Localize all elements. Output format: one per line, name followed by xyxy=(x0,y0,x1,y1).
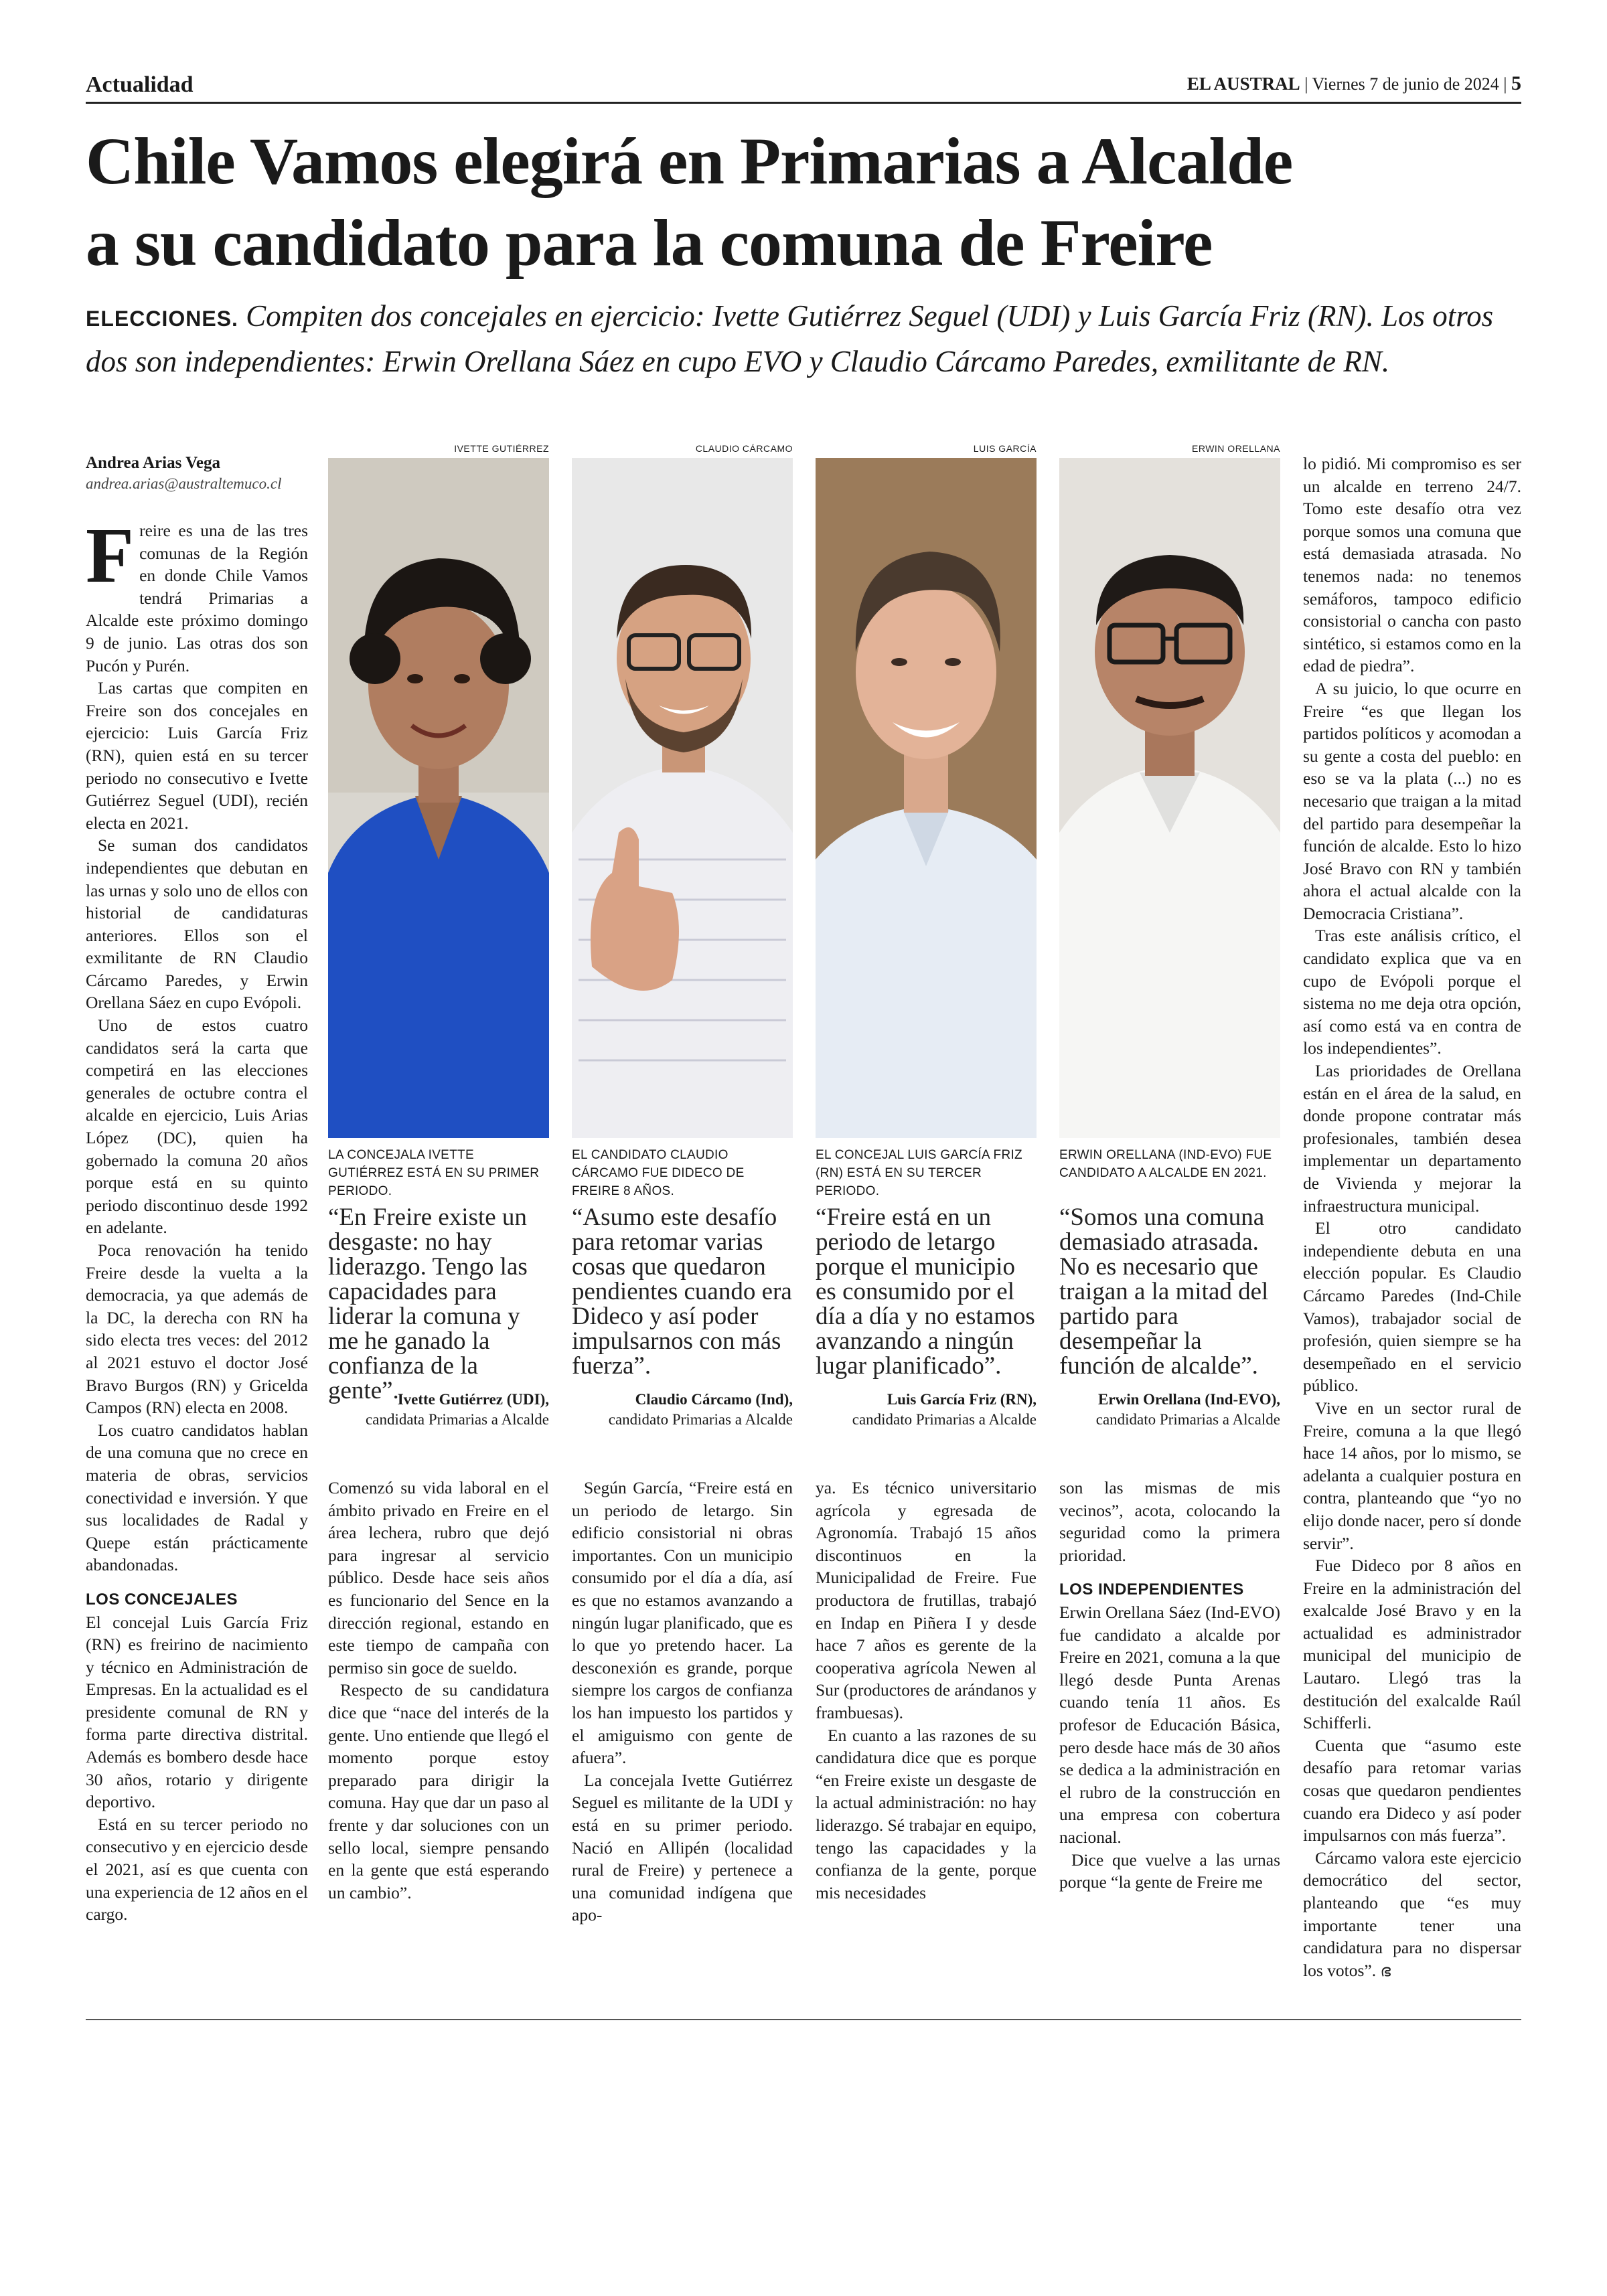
headline-line-1: Chile Vamos elegirá en Primarias a Alcalde xyxy=(86,124,1293,198)
newspaper-brand: EL AUSTRAL xyxy=(1187,74,1300,94)
paragraph-text: Cárcamo valora este ejercicio democrático del sector, planteando que “es muy importante tener una candidatura para no dispersar los votos”. xyxy=(1303,1848,1521,1980)
paragraph: Las prioridades de Orellana están en el área de la salud, en donde propone contratar más profesionales, también desea implementar un departamento de Vivienda y mejorar la infraestructura municipal. xyxy=(1303,1061,1521,1216)
photo-caption: ERWIN ORELLANA (IND-EVO) FUE CANDIDATO A ALCALDE EN 2021. xyxy=(1059,1148,1272,1180)
paragraph: lo pidió. Mi compromiso es ser un alcalde en terreno 24/7. Tomo este desafío otra vez porque somos una comuna que está demasiada atrasada. No tenemos nada: no tenemos semáforos, tampoco edificio consistorial o cancha con pasto sintético, si estamos como en la edad de piedra”. xyxy=(1303,454,1521,676)
kicker: ELECCIONES. xyxy=(86,307,238,331)
paragraph: ya. Es técnico universitario agrícola y egresada de Agronomía. Trabajó 15 años discontinuos en la Municipalidad de Freire. Fue productora de frutillas, trabajó en Indap en Piñera I y desde hace 7 años es gerente de la cooperativa agrícola Newen al Sur (productores de arándanos y frambuesas). xyxy=(816,1478,1037,1722)
paragraph: Fue Dideco por 8 años en Freire en la administración del exalcalde José Bravo y en la actualidad es administrador municipal del municipio de Lautaro. Llegó tras la destitución del exalcalde Raúl Schifferli. xyxy=(1303,1556,1521,1733)
section-label: Actualidad xyxy=(86,72,194,97)
photo-credit: LUIS GARCÍA xyxy=(973,443,1037,454)
paragraph: Tras este análisis crítico, el candidato explica que va en cupo de Evópoli porque el sistema no me deja otra opción, así como está va en contra de los independientes”. xyxy=(1303,926,1521,1058)
paragraph: El concejal Luis García Friz (RN) es freirino de nacimiento y técnico en Administración de Empresas. En la actualidad es el presidente comunal de RN y forma parte directiva distrital. Además es bombero desde hace 30 años, rotario y dirigente deportivo. xyxy=(86,1612,308,1812)
photo-credit: ERWIN ORELLANA xyxy=(1192,443,1280,454)
column-3 xyxy=(572,1477,793,1926)
photo-credit: CLAUDIO CÁRCAMO xyxy=(695,443,793,454)
column-6 xyxy=(1303,453,1521,1982)
column-5 xyxy=(1059,1477,1280,1894)
subhead-independientes: LOS INDEPENDIENTES xyxy=(1059,1580,1244,1599)
portrait-man-white-shirt xyxy=(1059,458,1280,1138)
paragraph-text: reire es una de las tres comunas de la Región en donde Chile Vamos tendrá Primarias a Alcalde este próximo domingo 9 de junio. Las otras dos son Pucón y Purén. xyxy=(86,521,308,675)
attribution-role: candidato Primarias a Alcalde xyxy=(608,1411,793,1428)
separator: | xyxy=(1304,74,1312,94)
drop-cap: F xyxy=(86,511,135,599)
byline-name: Andrea Arias Vega xyxy=(86,454,220,472)
attribution-role: candidato Primarias a Alcalde xyxy=(1095,1411,1280,1428)
pull-quote: “Asumo este desafío para retomar varias cosas que quedaron pendientes cuando era Dideco y así poder impulsarnos con más fuerza”. xyxy=(572,1204,792,1380)
paragraph xyxy=(86,511,308,677)
pull-quote: “Somos una comuna demasiado atrasada. No es necesario que traigan a la mitad del partido para desempeñar la función de alcalde”. xyxy=(1059,1204,1269,1380)
paragraph: Poca renovación ha tenido Freire desde la vuelta a la democracia, ya que además de la DC, la derecha con RN ha sido electa tres veces: del 2012 al 2021 estuvo el doctor José Bravo Burgos (RN) y Gricelda Campos (RN) electa en 2008. xyxy=(86,1240,308,1418)
attribution-name: Luis García Friz (RN), xyxy=(887,1391,1037,1408)
candidate-photo-ivette-gutierrez xyxy=(328,458,549,1138)
paragraph: Comenzó su vida laboral en el ámbito privado en Freire en el área lechera, rubro que dejó para ingresar al servicio público. Desde hace seis años es funcionario del Sence en la dirección regional, estando en este tiempo de campaña con permiso sin goce de sueldo. xyxy=(328,1478,549,1677)
top-rule xyxy=(86,102,1521,104)
photo-caption: LA CONCEJALA IVETTE GUTIÉRREZ ESTÁ EN SU PRIMER PERIODO. xyxy=(328,1148,540,1198)
paragraph: Los cuatro candidatos hablan de una comuna que no crece en materia de obras, servicios conectividad e inversión. Y que sus localidades de Radal y Quepe están prácticamente abandonadas. xyxy=(86,1420,308,1575)
bottom-rule xyxy=(86,2019,1521,2020)
portrait-man-thumbs-up xyxy=(572,458,793,1138)
lede xyxy=(86,295,1532,383)
masthead xyxy=(1187,72,1521,95)
paragraph: En cuanto a las razones de su candidatura dice que es porque “en Freire existe un desgaste de la actual administración: no hay liderazgo. Sé trabajar en equipo, tengo las capacidades y la confianza de la gente, porque mis necesidades xyxy=(816,1725,1037,1902)
paragraph: Vive en un sector rural de Freire, comuna a la que llegó hace 14 años, por lo mismo, se adelanta a cualquier postura en contra, planteando que “yo no elijo donde nacer, pero sí donde servir”. xyxy=(1303,1398,1521,1553)
paragraph: La concejala Ivette Gutiérrez Seguel es militante de la UDI y está en su primer periodo. Nació en Allipén (localidad rural de Freire) y pertenece a una comunidad indígena que apo- xyxy=(572,1770,793,1925)
attribution-name: Claudio Cárcamo (Ind), xyxy=(635,1391,793,1408)
paragraph: Cuenta que “asumo este desafío para retomar varias cosas que quedaron pendientes cuando era Dideco y así poder impulsarnos con más fuerza”. xyxy=(1303,1735,1521,1846)
separator: | xyxy=(1503,74,1511,94)
paragraph: Dice que vuelve a las urnas porque “la gente de Freire me xyxy=(1059,1850,1280,1892)
candidate-photo-claudio-carcamo xyxy=(572,458,793,1138)
paragraph xyxy=(1303,1847,1521,1983)
attribution-role: candidato Primarias a Alcalde xyxy=(852,1411,1037,1428)
photo-caption: EL CONCEJAL LUIS GARCÍA FRIZ (RN) ESTÁ EN SU TERCER PERIODO. xyxy=(816,1148,1022,1198)
paragraph: A su juicio, lo que ocurre en Freire “es que llegan los partidos políticos y acomodan a su gente a costa del pueblo: en eso se va la plata (...) no es necesario que traigan a la mitad del partido para desempeñar la función de alcalde. Esto lo hizo José Bravo con RN y también ahora el actual alcalde con la Democracia Cristiana”. xyxy=(1303,678,1521,923)
end-mark-icon: ഭ xyxy=(1380,1961,1391,1980)
paragraph: Respecto de su candidatura dice que “nace del interés de la gente. Uno entiende que llegó el momento porque estoy preparado para dirigir la comuna. Hay que dar un paso al frente y dar soluciones con un sello local, siempre pensando en la gente que está esperando un cambio”. xyxy=(328,1680,549,1902)
paragraph: Uno de estos cuatro candidatos será la carta que competirá en las elecciones generales de octubre contra el alcalde en ejercicio, Luis Arias López (DC), quien ha gobernado la comuna 20 años porque está en su quinto periodo discontinuo desde 1992 en adelante. xyxy=(86,1015,308,1238)
lede-text: Compiten dos concejales en ejercicio: Ivette Gutiérrez Seguel (UDI) y Luis García Friz (RN). Los otros dos son independientes: Erwin Orellana Sáez en cupo EVO y Claudio Cárcamo Paredes, exmilitante de RN. xyxy=(86,299,1494,378)
byline-email: andrea.arias@australtemuco.cl xyxy=(86,475,282,492)
candidate-photo-erwin-orellana xyxy=(1059,458,1280,1138)
column-4 xyxy=(816,1477,1037,1904)
photo-caption: EL CANDIDATO CLAUDIO CÁRCAMO FUE DIDECO DE FREIRE 8 AÑOS. xyxy=(572,1148,745,1198)
pull-quote: “Freire está en un periodo de letargo porque el municipio es consumido por el día a día y no estamos avanzando a ningún lugar planificado”. xyxy=(816,1204,1035,1380)
page-number: 5 xyxy=(1511,72,1521,94)
attribution-name: Ivette Gutiérrez (UDI), xyxy=(397,1391,549,1408)
paragraph: Se suman dos candidatos independientes que debutan en las urnas y solo uno de ellos con historial de candidaturas anteriores. Ellos son el exmilitante de RN Claudio Cárcamo Paredes, y Erwin Orellana Sáez en cupo Evópoli. xyxy=(86,835,308,1013)
pull-quote: “En Freire existe un desgaste: no hay liderazgo. Tengo las capacidades para liderar la comuna y me he ganado la confianza de la gente”. xyxy=(328,1204,528,1404)
column-1 xyxy=(86,511,308,1926)
paragraph: Según García, “Freire está en un periodo de letargo. Sin edificio consistorial ni obras importantes. Con un municipio consumido por el día a día, así es que no estamos avanzando a ningún lugar planificado, que es lo que yo pretendo hacer. La desconexión es grande, porque siempre los cargos de confianza los han impuesto los partidos y el amiguismo con gente de afuera”. xyxy=(572,1478,793,1768)
portrait-man-light-shirt xyxy=(816,458,1037,1138)
portrait-woman-blue-shirt xyxy=(328,458,549,1138)
quote-attribution xyxy=(1059,1390,1280,1430)
quote-attribution xyxy=(328,1390,549,1430)
paragraph: El otro candidato independiente debuta en una elección popular. Es Claudio Cárcamo Paredes (Ind-Chile Vamos), trabajador social de profesión, quien siempre se ha desempeñado en el servicio público. xyxy=(1303,1218,1521,1396)
candidate-photo-luis-garcia xyxy=(816,458,1037,1138)
attribution-name: Erwin Orellana (Ind-EVO), xyxy=(1098,1391,1280,1408)
paragraph: Erwin Orellana Sáez (Ind-EVO) fue candidato a alcalde por Freire en 2021, comuna a la que llegó desde Punta Arenas cuando tenía 11 años. Es profesor de Educación Básica, pero desde hace más de 30 años se dedica a la administración en el rubro de la construcción en una empresa con cobertura nacional. xyxy=(1059,1602,1280,1847)
paragraph: Está en su tercer periodo no consecutivo y en ejercicio desde el 2021, así es que cuenta con una experiencia de 12 años en el cargo. xyxy=(86,1814,308,1924)
issue-date: Viernes 7 de junio de 2024 xyxy=(1312,74,1499,94)
column-2 xyxy=(328,1477,549,1904)
attribution-role: candidata Primarias a Alcalde xyxy=(366,1411,549,1428)
headline-line-2: a su candidato para la comuna de Freire xyxy=(86,206,1213,280)
quote-attribution xyxy=(816,1390,1037,1430)
paragraph: Las cartas que compiten en Freire son dos concejales en ejercicio: Luis García Friz (RN), quien está en su tercer periodo no consecutivo e Ivette Gutiérrez Seguel (UDI), recién electa en 2021. xyxy=(86,678,308,833)
headline xyxy=(86,120,1559,284)
photo-credit: IVETTE GUTIÉRREZ xyxy=(454,443,549,454)
subhead-concejales: LOS CONCEJALES xyxy=(86,1590,238,1609)
paragraph: son las mismas de mis vecinos”, acota, colocando la seguridad como la primera prioridad. xyxy=(1059,1478,1280,1565)
quote-attribution xyxy=(572,1390,793,1430)
